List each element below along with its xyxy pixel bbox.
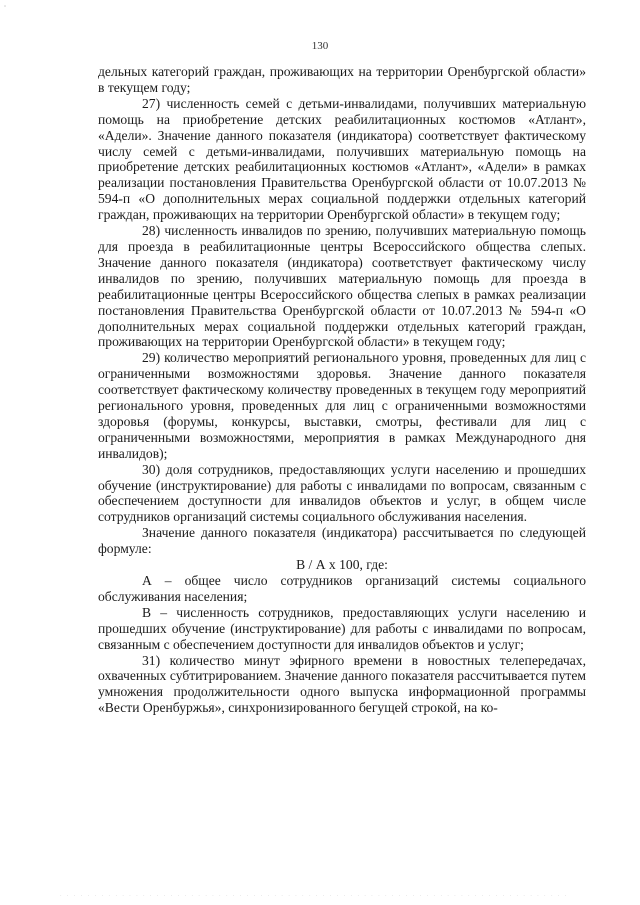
corner-mark: ▫ — [4, 4, 7, 10]
scan-footer-noise: · · · · · · · · · · · · · · · · · · · · · · · · · · · · · · · · · · · · · · · · · · · · · · · · · · · · · · · · · · · · · · · · · · · · · · · · · · — [60, 894, 569, 899]
paragraph-item-31: 31) количество минут эфирного времени в новостных телепередачах, охваченных субтитрированием. Значение данного показателя рассчитывается путем умножения продолжительности одного выпуска информационной программы «Вести Оренбуржья», синхронизированного бегущей строкой, на ко- — [98, 652, 586, 716]
paragraph-formula-intro: Значение данного показателя (индикатора) рассчитывается по следующей формуле: — [98, 525, 586, 557]
document-body — [98, 64, 586, 716]
paragraph-item-27: 27) численность семей с детьми-инвалидами, получивших материальную помощь на приобретение детских реабилитационных костюмов «Атлант», «Адели». Значение данного показателя (индикатора) соответствует фактическому числу семей с детьми-инвалидами, получивших материальную помощь на приобретение детских реабилитационных костюмов «Атлант», «Адели» в рамках реализации постановления Правительства Оренбургской области от 10.07.2013 № 594-п «О дополнительных мерах социальной поддержки отдельных категорий граждан, проживающих на территории Оренбургской области» в текущем году; — [98, 95, 586, 223]
paragraph-item-30: 30) доля сотрудников, предоставляющих услуги населению и прошедших обучение (инструктирование) для работы с инвалидами по вопросам, связанным с обеспечением доступности для инвалидов объектов и услуг, в общем числе сотрудников организаций системы социального обслуживания населения. — [98, 461, 586, 525]
paragraph-item-29: 29) количество мероприятий регионального уровня, проведенных для лиц с ограниченными возможностями здоровья. Значение данного показателя соответствует фактическому количеству проведенных в текущем году мероприятий регионального уровня, проведенных для лиц с ограниченными возможностями здоровья (форумы, конкурсы, выставки, смотры, фестивали для лиц с ограниченными возможностями, мероприятия в рамках Международного дня инвалидов); — [98, 350, 586, 461]
page-number: 130 — [311, 40, 329, 52]
paragraph-continuation: дельных категорий граждан, проживающих на территории Оренбургской области» в текущем году; — [98, 64, 586, 95]
formula: В / А x 100, где: — [296, 557, 388, 573]
paragraph-definition-a: А – общее число сотрудников организаций системы социального обслуживания населения; — [98, 573, 586, 604]
paragraph-definition-b: В – численность сотрудников, предоставляющих услуги населению и прошедших обучение (инструктирование) для работы с инвалидами по вопросам, связанным с обеспечением доступности для инвалидов объектов и услуг; — [98, 604, 586, 652]
paragraph-item-28: 28) численность инвалидов по зрению, получивших материальную помощь для проезда в реабилитационные центры Всероссийского общества слепых. Значение данного показателя (индикатора) соответствует фактическому числу инвалидов по зрению, получивших материальную помощь для проезда в реабилитационные центры Всероссийского общества слепых в рамках реализации постановления Правительства Оренбургской области от 10.07.2013 № 594-п «О дополнительных мерах социальной поддержки отдельных категорий граждан, проживающих на территории Оренбургской области» в текущем году; — [98, 223, 586, 350]
